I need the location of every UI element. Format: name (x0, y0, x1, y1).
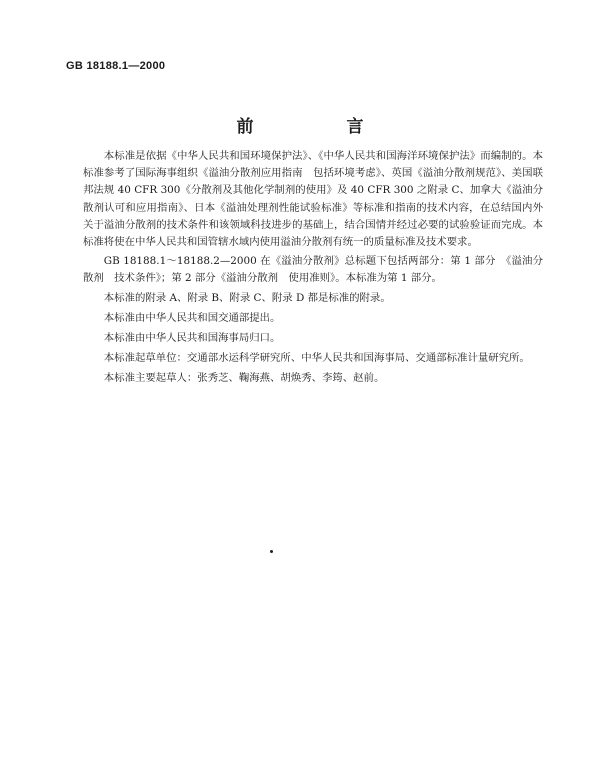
paragraph-basis: 本标准是依据《中华人民共和国环境保护法》、《中华人民共和国海洋环境保护法》而编制的。本标准参考了国际海事组织《溢油分散剂应用指南 包括环境考虑》、英国《溢油分散剂规范》、美国联邦法规 40 CFR 300《分散剂及其他化学制剂的使用》及 40 CFR 300 之附录 C、加拿大《溢油分散剂认可和应用指南》、日本《溢油处理剂性能试验标准》等标准和指南的技术内容，在总结国内外关于溢油分散剂的技术条件和该领域科技进步的基础上，结合国情并经过必要的试验验证而完成。本标准将使在中华人民共和国管辖水域内使用溢油分散剂有统一的质量标准及技术要求。 (83, 150, 543, 249)
standard-code: GB 18188.1—2000 (66, 60, 166, 72)
paragraph-drafters: 本标准主要起草人：张秀芝、鞠海燕、胡焕秀、李筠、赵前。 (103, 372, 385, 385)
paragraph-appendices: 本标准的附录 A、附录 B、附录 C、附录 D 都是标准的附录。 (103, 291, 391, 304)
page-title: 前 言 (236, 117, 402, 137)
paragraph-centralized: 本标准由中华人民共和国海事局归口。 (103, 332, 281, 345)
foreword-body (83, 148, 543, 391)
paragraph-structure: GB 18188.1～18188.2—2000 在《溢油分散剂》总标题下包括两部分：第 1 部分 《溢油分散剂 技术条件》；第 2 部分《溢油分散剂 使用准则》。本标准为第 1 部分。 (83, 255, 543, 285)
paragraph-proposer: 本标准由中华人民共和国交通部提出。 (103, 311, 281, 324)
scan-dot (270, 550, 273, 553)
paragraph-drafting-units: 本标准起草单位：交通部水运科学研究所、中华人民共和国海事局、交通部标准计量研究所。 (103, 352, 530, 365)
